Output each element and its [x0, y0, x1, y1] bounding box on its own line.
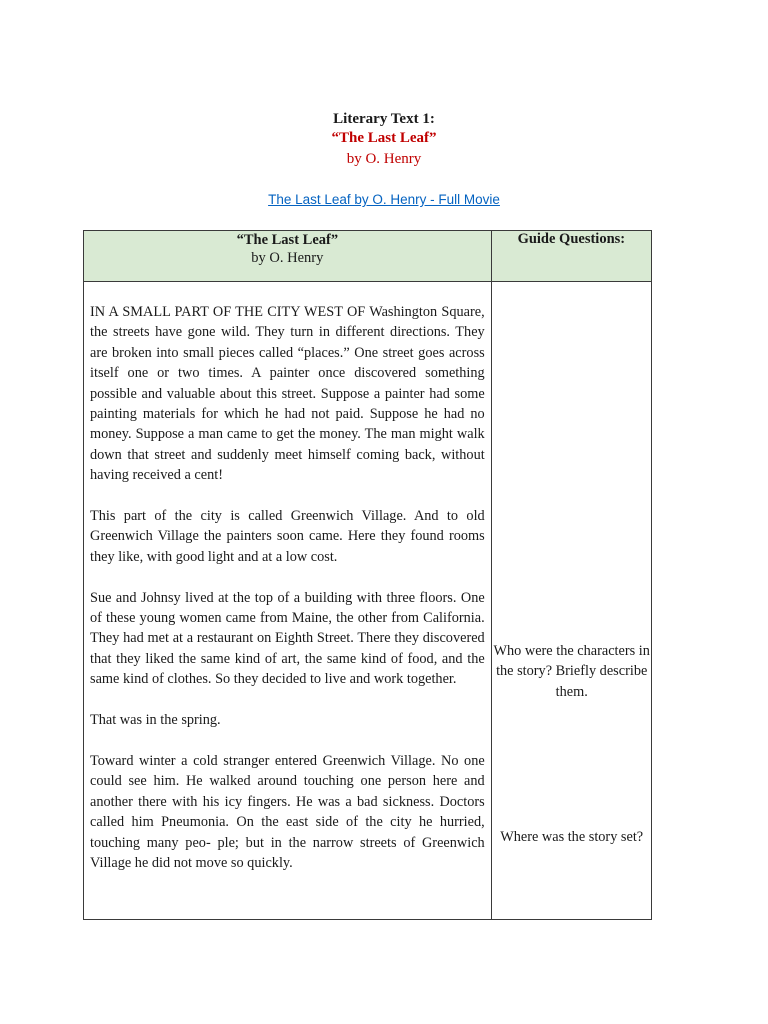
document-heading: Literary Text 1:: [333, 111, 435, 127]
full-movie-link[interactable]: The Last Leaf by O. Henry - Full Movie: [268, 192, 500, 207]
table-story-author: by O. Henry: [251, 250, 324, 266]
guide-questions-list: [492, 282, 651, 919]
guide-question: Who were the characters in the story? Briefly describe them.: [493, 643, 650, 700]
table-story-title: “The Last Leaf”: [236, 232, 339, 248]
story-paragraph: That was in the spring.: [90, 712, 221, 729]
guide-questions-heading: Guide Questions:: [517, 231, 626, 247]
table-header-row: [84, 231, 652, 282]
document-header: [0, 110, 768, 170]
reading-table: [83, 230, 652, 920]
story-title: “The Last Leaf”: [331, 130, 437, 146]
guide-questions-cell: [491, 282, 651, 920]
table-body-row: [84, 282, 652, 920]
story-paragraph: Toward winter a cold stranger entered Greenwich Village. No one could see him. He walked around touching one person here and another there with his icy fingers. He was a bad sickness. Doctors called him Pneumonia. On the east side of the city he hurried, touching many peo- ple; but in the narrow streets of Greenwich Village he did not move so quickly.: [90, 752, 485, 871]
movie-link-container: [0, 191, 768, 209]
story-author: by O. Henry: [346, 151, 422, 167]
questions-column-header: [491, 231, 651, 282]
story-passage: [84, 282, 491, 873]
story-paragraph: IN A SMALL PART OF THE CITY WEST OF Washington Square, the streets have gone wild. They turn in different directions. They are broken into small pieces called “places.” One street goes across itself one or two times. A painter once discovered something possible and valuable about this street. Suppose a painter had some painting materials for which he had not paid. Suppose he had no money. Suppose a man came to get the money. The man might walk down that street and suddenly meet himself coming back, without having received a cent!: [90, 304, 485, 484]
guide-question: Where was the story set?: [500, 829, 644, 845]
story-paragraph: Sue and Johnsy lived at the top of a building with three floors. One of these young women came from Maine, the other from California. They had met at a restaurant on Eighth Street. There they discovered that they liked the same kind of art, the same kind of food, and the same kind of clothes. So they decided to live and work together.: [90, 589, 485, 688]
story-text-cell: [84, 282, 492, 920]
story-paragraph: This part of the city is called Greenwich Village. And to old Greenwich Village the painters soon came. Here they found rooms they like, with good light and at a low cost.: [90, 508, 485, 565]
text-column-header: [84, 231, 492, 282]
